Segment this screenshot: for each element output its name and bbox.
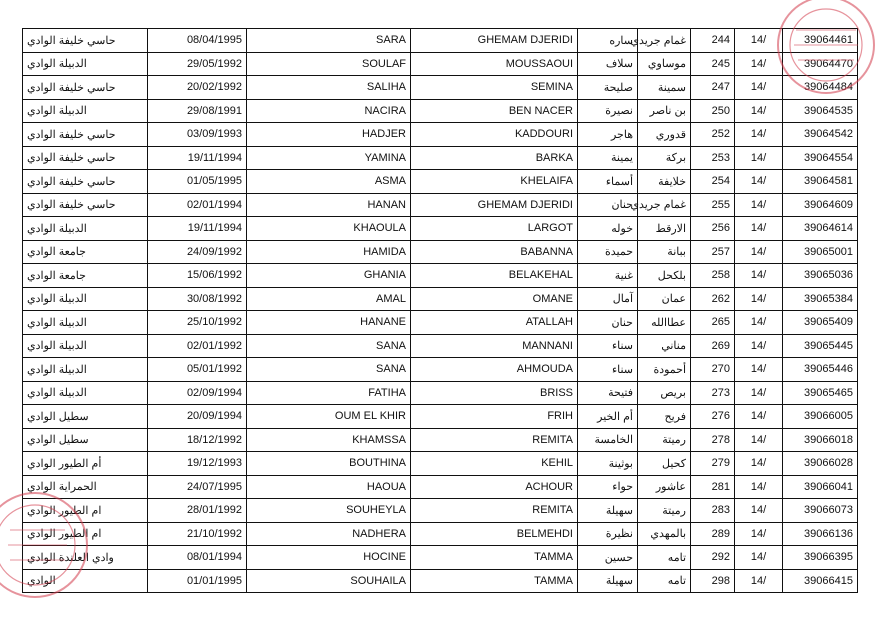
birthdate-cell: 25/10/1992	[148, 311, 247, 335]
last-name-arabic-cell: عاشور	[638, 475, 691, 499]
first-name-arabic-cell: يمينة	[578, 146, 638, 170]
last-name-latin-cell: LARGOT	[411, 217, 578, 241]
registration-id-cell: 39064461	[783, 29, 858, 53]
roster-body	[23, 29, 858, 593]
sequence-number-cell: 276	[691, 405, 735, 429]
code-cell: 14/	[735, 170, 783, 194]
registration-id-cell: 39066005	[783, 405, 858, 429]
birthdate-cell: 20/02/1992	[148, 76, 247, 100]
birthdate-cell: 03/09/1993	[148, 123, 247, 147]
sequence-number-cell: 292	[691, 546, 735, 570]
birthplace-cell: جامعة الوادي	[23, 240, 148, 264]
birthplace-cell: الوادي	[23, 569, 148, 593]
table-row	[23, 76, 858, 100]
registration-id-cell: 39066018	[783, 428, 858, 452]
last-name-arabic-cell: ببانة	[638, 240, 691, 264]
table-row	[23, 170, 858, 194]
last-name-arabic-cell: موساوي	[638, 52, 691, 76]
first-name-arabic-cell: فتيحة	[578, 381, 638, 405]
last-name-arabic-cell: فريح	[638, 405, 691, 429]
birthdate-cell: 20/09/1994	[148, 405, 247, 429]
last-name-latin-cell: BEN NACER	[411, 99, 578, 123]
code-cell: 14/	[735, 358, 783, 382]
table-row	[23, 569, 858, 593]
first-name-arabic-cell: أم الخير	[578, 405, 638, 429]
sequence-number-cell: 258	[691, 264, 735, 288]
table-row	[23, 193, 858, 217]
birthdate-cell: 19/11/1994	[148, 217, 247, 241]
table-row	[23, 358, 858, 382]
last-name-latin-cell: BABANNA	[411, 240, 578, 264]
sequence-number-cell: 244	[691, 29, 735, 53]
birthplace-cell: سطيل الوادي	[23, 405, 148, 429]
last-name-latin-cell: KADDOURI	[411, 123, 578, 147]
registration-id-cell: 39065001	[783, 240, 858, 264]
first-name-latin-cell: HOCINE	[247, 546, 411, 570]
birthdate-cell: 02/01/1992	[148, 334, 247, 358]
sequence-number-cell: 279	[691, 452, 735, 476]
birthplace-cell: حاسي خليفة الوادي	[23, 193, 148, 217]
table-row	[23, 29, 858, 53]
birthplace-cell: حاسي خليفة الوادي	[23, 123, 148, 147]
sequence-number-cell: 273	[691, 381, 735, 405]
birthplace-cell: الدبيلة الوادي	[23, 334, 148, 358]
registration-id-cell: 39065036	[783, 264, 858, 288]
first-name-arabic-cell: سهيلة	[578, 499, 638, 523]
first-name-latin-cell: HAOUA	[247, 475, 411, 499]
code-cell: 14/	[735, 311, 783, 335]
first-name-arabic-cell: آمال	[578, 287, 638, 311]
last-name-latin-cell: BRISS	[411, 381, 578, 405]
birthplace-cell: وادي العلندة الوادي	[23, 546, 148, 570]
birthdate-cell: 19/12/1993	[148, 452, 247, 476]
last-name-arabic-cell: قدوري	[638, 123, 691, 147]
sequence-number-cell: 298	[691, 569, 735, 593]
birthdate-cell: 24/09/1992	[148, 240, 247, 264]
last-name-arabic-cell: بن ناصر	[638, 99, 691, 123]
table-row	[23, 499, 858, 523]
birthplace-cell: حاسي خليفة الوادي	[23, 76, 148, 100]
birthplace-cell: سطيل الوادي	[23, 428, 148, 452]
first-name-arabic-cell: نظيرة	[578, 522, 638, 546]
first-name-arabic-cell: بوثينة	[578, 452, 638, 476]
first-name-latin-cell: GHANIA	[247, 264, 411, 288]
code-cell: 14/	[735, 569, 783, 593]
first-name-latin-cell: HANANE	[247, 311, 411, 335]
code-cell: 14/	[735, 240, 783, 264]
last-name-latin-cell: ATALLAH	[411, 311, 578, 335]
last-name-arabic-cell: سمينة	[638, 76, 691, 100]
birthdate-cell: 19/11/1994	[148, 146, 247, 170]
first-name-arabic-cell: نصيرة	[578, 99, 638, 123]
registration-id-cell: 39064535	[783, 99, 858, 123]
code-cell: 14/	[735, 264, 783, 288]
last-name-arabic-cell: بركة	[638, 146, 691, 170]
code-cell: 14/	[735, 29, 783, 53]
table-row	[23, 475, 858, 499]
birthplace-cell: ام الطيور الوادي	[23, 499, 148, 523]
sequence-number-cell: 245	[691, 52, 735, 76]
registration-id-cell: 39066136	[783, 522, 858, 546]
sequence-number-cell: 256	[691, 217, 735, 241]
birthdate-cell: 28/01/1992	[148, 499, 247, 523]
birthdate-cell: 02/01/1994	[148, 193, 247, 217]
last-name-arabic-cell: بريص	[638, 381, 691, 405]
sequence-number-cell: 289	[691, 522, 735, 546]
last-name-arabic-cell: كحيل	[638, 452, 691, 476]
first-name-arabic-cell: صليحة	[578, 76, 638, 100]
last-name-latin-cell: MOUSSAOUI	[411, 52, 578, 76]
code-cell: 14/	[735, 217, 783, 241]
sequence-number-cell: 255	[691, 193, 735, 217]
birthdate-cell: 18/12/1992	[148, 428, 247, 452]
registration-id-cell: 39066028	[783, 452, 858, 476]
last-name-latin-cell: GHEMAM DJERIDI	[411, 29, 578, 53]
registration-id-cell: 39065446	[783, 358, 858, 382]
first-name-latin-cell: NACIRA	[247, 99, 411, 123]
first-name-latin-cell: OUM EL KHIR	[247, 405, 411, 429]
table-row	[23, 334, 858, 358]
first-name-arabic-cell: سناء	[578, 358, 638, 382]
registration-id-cell: 39064614	[783, 217, 858, 241]
birthdate-cell: 15/06/1992	[148, 264, 247, 288]
last-name-arabic-cell: عطاالله	[638, 311, 691, 335]
first-name-arabic-cell: حميدة	[578, 240, 638, 264]
last-name-latin-cell: GHEMAM DJERIDI	[411, 193, 578, 217]
sequence-number-cell: 270	[691, 358, 735, 382]
first-name-latin-cell: HAMIDA	[247, 240, 411, 264]
registration-id-cell: 39065384	[783, 287, 858, 311]
table-row	[23, 146, 858, 170]
first-name-arabic-cell: حواء	[578, 475, 638, 499]
birthplace-cell: الدبيلة الوادي	[23, 287, 148, 311]
last-name-arabic-cell: غمام جريدي	[638, 29, 691, 53]
last-name-latin-cell: KEHIL	[411, 452, 578, 476]
code-cell: 14/	[735, 52, 783, 76]
table-row	[23, 240, 858, 264]
last-name-arabic-cell: رميتة	[638, 428, 691, 452]
first-name-latin-cell: ASMA	[247, 170, 411, 194]
first-name-latin-cell: HADJER	[247, 123, 411, 147]
first-name-latin-cell: YAMINA	[247, 146, 411, 170]
first-name-latin-cell: BOUTHINA	[247, 452, 411, 476]
first-name-arabic-cell: أسماء	[578, 170, 638, 194]
table-row	[23, 217, 858, 241]
student-roster-table	[22, 28, 858, 593]
last-name-latin-cell: REMITA	[411, 499, 578, 523]
registration-id-cell: 39064581	[783, 170, 858, 194]
last-name-arabic-cell: تامه	[638, 546, 691, 570]
table-row	[23, 546, 858, 570]
birthdate-cell: 05/01/1992	[148, 358, 247, 382]
first-name-latin-cell: FATIHA	[247, 381, 411, 405]
last-name-arabic-cell: غمام جريدي	[638, 193, 691, 217]
last-name-arabic-cell: خلايفة	[638, 170, 691, 194]
code-cell: 14/	[735, 405, 783, 429]
table-row	[23, 405, 858, 429]
sequence-number-cell: 265	[691, 311, 735, 335]
sequence-number-cell: 262	[691, 287, 735, 311]
first-name-arabic-cell: سهيلة	[578, 569, 638, 593]
code-cell: 14/	[735, 499, 783, 523]
code-cell: 14/	[735, 381, 783, 405]
birthdate-cell: 30/08/1992	[148, 287, 247, 311]
last-name-arabic-cell: أحمودة	[638, 358, 691, 382]
first-name-latin-cell: SARA	[247, 29, 411, 53]
code-cell: 14/	[735, 99, 783, 123]
table-row	[23, 52, 858, 76]
last-name-arabic-cell: الارقط	[638, 217, 691, 241]
registration-id-cell: 39065409	[783, 311, 858, 335]
first-name-latin-cell: SALIHA	[247, 76, 411, 100]
last-name-latin-cell: KHELAIFA	[411, 170, 578, 194]
code-cell: 14/	[735, 76, 783, 100]
code-cell: 14/	[735, 287, 783, 311]
birthplace-cell: الدبيلة الوادي	[23, 217, 148, 241]
first-name-arabic-cell: ساره	[578, 29, 638, 53]
table-row	[23, 99, 858, 123]
first-name-latin-cell: SANA	[247, 334, 411, 358]
last-name-latin-cell: SEMINA	[411, 76, 578, 100]
last-name-latin-cell: OMANE	[411, 287, 578, 311]
code-cell: 14/	[735, 334, 783, 358]
birthdate-cell: 01/05/1995	[148, 170, 247, 194]
last-name-latin-cell: TAMMA	[411, 569, 578, 593]
first-name-arabic-cell: حنان	[578, 311, 638, 335]
first-name-arabic-cell: خوله	[578, 217, 638, 241]
table-row	[23, 522, 858, 546]
sequence-number-cell: 253	[691, 146, 735, 170]
registration-id-cell: 39066073	[783, 499, 858, 523]
birthdate-cell: 01/01/1995	[148, 569, 247, 593]
code-cell: 14/	[735, 546, 783, 570]
last-name-arabic-cell: عمان	[638, 287, 691, 311]
birthdate-cell: 29/05/1992	[148, 52, 247, 76]
birthdate-cell: 02/09/1994	[148, 381, 247, 405]
first-name-arabic-cell: الخامسة	[578, 428, 638, 452]
first-name-latin-cell: SOUHEYLA	[247, 499, 411, 523]
birthdate-cell: 29/08/1991	[148, 99, 247, 123]
sequence-number-cell: 252	[691, 123, 735, 147]
registration-id-cell: 39066415	[783, 569, 858, 593]
birthplace-cell: أم الطيور الوادي	[23, 452, 148, 476]
registration-id-cell: 39066041	[783, 475, 858, 499]
first-name-latin-cell: SANA	[247, 358, 411, 382]
registration-id-cell: 39064554	[783, 146, 858, 170]
last-name-arabic-cell: بالمهدي	[638, 522, 691, 546]
birthdate-cell: 08/01/1994	[148, 546, 247, 570]
birthplace-cell: حاسي خليفة الوادي	[23, 146, 148, 170]
registration-id-cell: 39064484	[783, 76, 858, 100]
first-name-arabic-cell: غنية	[578, 264, 638, 288]
last-name-latin-cell: FRIH	[411, 405, 578, 429]
last-name-latin-cell: REMITA	[411, 428, 578, 452]
code-cell: 14/	[735, 522, 783, 546]
last-name-latin-cell: BELAKEHAL	[411, 264, 578, 288]
birthplace-cell: الحمراية الوادي	[23, 475, 148, 499]
registration-id-cell: 39064609	[783, 193, 858, 217]
birthplace-cell: حاسي خليفة الوادي	[23, 29, 148, 53]
first-name-latin-cell: SOUHAILA	[247, 569, 411, 593]
first-name-latin-cell: HANAN	[247, 193, 411, 217]
last-name-latin-cell: AHMOUDA	[411, 358, 578, 382]
code-cell: 14/	[735, 146, 783, 170]
first-name-latin-cell: KHAMSSA	[247, 428, 411, 452]
last-name-arabic-cell: مناني	[638, 334, 691, 358]
last-name-latin-cell: BARKA	[411, 146, 578, 170]
sequence-number-cell: 250	[691, 99, 735, 123]
last-name-latin-cell: ACHOUR	[411, 475, 578, 499]
birthdate-cell: 08/04/1995	[148, 29, 247, 53]
first-name-arabic-cell: هاجر	[578, 123, 638, 147]
birthplace-cell: الدبيلة الوادي	[23, 381, 148, 405]
last-name-latin-cell: TAMMA	[411, 546, 578, 570]
last-name-latin-cell: BELMEHDI	[411, 522, 578, 546]
sequence-number-cell: 247	[691, 76, 735, 100]
birthplace-cell: حاسي خليفة الوادي	[23, 170, 148, 194]
sequence-number-cell: 254	[691, 170, 735, 194]
last-name-latin-cell: MANNANI	[411, 334, 578, 358]
table-row	[23, 264, 858, 288]
code-cell: 14/	[735, 123, 783, 147]
code-cell: 14/	[735, 428, 783, 452]
birthplace-cell: الدبيلة الوادي	[23, 52, 148, 76]
table-row	[23, 381, 858, 405]
first-name-latin-cell: KHAOULA	[247, 217, 411, 241]
sequence-number-cell: 278	[691, 428, 735, 452]
code-cell: 14/	[735, 475, 783, 499]
birthdate-cell: 21/10/1992	[148, 522, 247, 546]
registration-id-cell: 39065465	[783, 381, 858, 405]
first-name-arabic-cell: سلاف	[578, 52, 638, 76]
first-name-latin-cell: NADHERA	[247, 522, 411, 546]
birthplace-cell: ام الطيور الوادي	[23, 522, 148, 546]
first-name-arabic-cell: حنان	[578, 193, 638, 217]
registration-id-cell: 39066395	[783, 546, 858, 570]
sequence-number-cell: 281	[691, 475, 735, 499]
birthplace-cell: الدبيلة الوادي	[23, 99, 148, 123]
table-row	[23, 452, 858, 476]
registration-id-cell: 39064470	[783, 52, 858, 76]
last-name-arabic-cell: تامه	[638, 569, 691, 593]
last-name-arabic-cell: بلكحل	[638, 264, 691, 288]
first-name-arabic-cell: حسين	[578, 546, 638, 570]
birthdate-cell: 24/07/1995	[148, 475, 247, 499]
sequence-number-cell: 257	[691, 240, 735, 264]
sequence-number-cell: 269	[691, 334, 735, 358]
registration-id-cell: 39064542	[783, 123, 858, 147]
birthplace-cell: جامعة الوادي	[23, 264, 148, 288]
first-name-latin-cell: SOULAF	[247, 52, 411, 76]
table-row	[23, 123, 858, 147]
code-cell: 14/	[735, 193, 783, 217]
table-row	[23, 311, 858, 335]
first-name-arabic-cell: سناء	[578, 334, 638, 358]
code-cell: 14/	[735, 452, 783, 476]
table-row	[23, 428, 858, 452]
sequence-number-cell: 283	[691, 499, 735, 523]
table-row	[23, 287, 858, 311]
registration-id-cell: 39065445	[783, 334, 858, 358]
first-name-latin-cell: AMAL	[247, 287, 411, 311]
birthplace-cell: الدبيلة الوادي	[23, 311, 148, 335]
birthplace-cell: الدبيلة الوادي	[23, 358, 148, 382]
last-name-arabic-cell: رميتة	[638, 499, 691, 523]
